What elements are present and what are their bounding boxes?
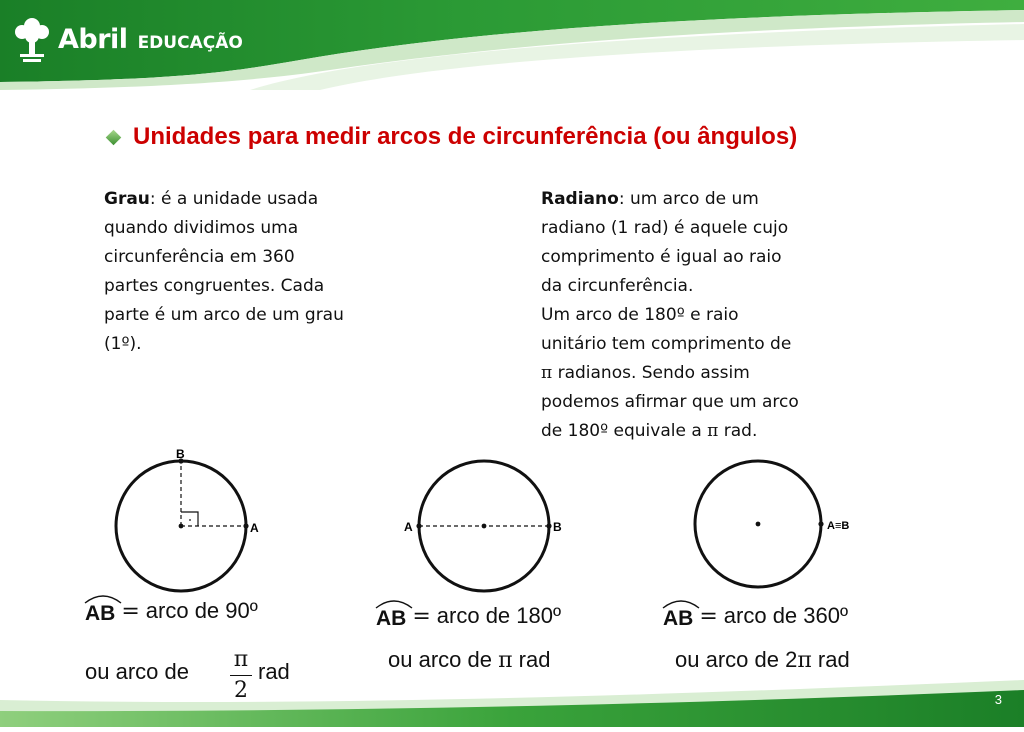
equation-90: AB = arco de 90º	[85, 596, 258, 626]
right-angle-mark	[181, 512, 198, 526]
radiano-line-3: comprimento é igual ao raio	[541, 247, 782, 267]
equation-360-text: arco de 360º	[723, 603, 849, 628]
grau-paragraph	[104, 185, 424, 359]
point-a	[416, 523, 421, 528]
header-band	[0, 0, 1024, 90]
circle-figure-360	[680, 452, 880, 602]
arc-ab-label: AB	[85, 596, 115, 626]
diamond-bullet-icon	[106, 129, 122, 145]
label-b: B	[553, 520, 562, 534]
grau-line-6: (1º).	[104, 334, 142, 354]
brand-sub: EDUCAÇÃO	[137, 32, 243, 53]
equation-90-text: arco de 90º	[145, 598, 258, 623]
fraction-numerator: π	[233, 647, 249, 672]
label-a: A	[250, 521, 259, 535]
center-point	[756, 522, 761, 527]
radiano-paragraph	[541, 185, 881, 446]
arc-overline-icon	[374, 597, 414, 609]
equation-180: AB = arco de 180º	[376, 601, 561, 631]
tree-icon	[12, 14, 52, 64]
radian-360-line: ou arco de 2π rad	[675, 647, 850, 673]
point-b	[546, 523, 551, 528]
pi-symbol: π	[707, 421, 719, 441]
center-point	[482, 524, 487, 529]
label-a: A	[404, 520, 413, 534]
radiano-line-1: : um arco de um	[618, 189, 759, 209]
label-ab: A≡B	[827, 520, 850, 532]
grau-line-4: partes congruentes. Cada	[104, 276, 325, 296]
point-a	[243, 523, 248, 528]
arc-overline-icon	[661, 597, 701, 609]
radiano-line-7: π radianos. Sendo assim	[541, 363, 750, 383]
grau-line-1: : é a unidade usada	[149, 189, 319, 209]
radiano-line-8: podemos afirmar que um arco	[541, 392, 799, 412]
equation-360: AB = arco de 360º	[663, 601, 848, 631]
slide-title: Unidades para medir arcos de circunferência (ou ângulos)	[133, 123, 798, 150]
radiano-line-6: unitário tem comprimento de	[541, 334, 792, 354]
grau-line-3: circunferência em 360	[104, 247, 295, 267]
abril-logo	[12, 14, 243, 64]
arc-overline-icon	[83, 592, 123, 604]
fraction-denominator: 2	[234, 678, 248, 703]
equation-180-text: arco de 180º	[436, 603, 562, 628]
grau-line-5: parte é um arco de um grau	[104, 305, 344, 325]
pi-symbol: π	[541, 363, 553, 383]
radiano-line-4: da circunferência.	[541, 276, 694, 296]
arc-ab-label: AB	[376, 601, 406, 631]
radiano-line-9: de 180º equivale a π rad.	[541, 421, 758, 441]
page-number: 3	[994, 692, 1002, 707]
arc-ab-label: AB	[663, 601, 693, 631]
circle-figure-180	[395, 452, 575, 602]
radian-90-unit: rad	[258, 659, 290, 684]
radiano-line-5: Um arco de 180º e raio	[541, 305, 739, 325]
footer-band	[0, 680, 1024, 727]
pi-symbol: π	[498, 648, 513, 673]
pi-symbol: π	[797, 648, 812, 673]
angle-dot	[189, 519, 191, 521]
radiano-line-2: radiano (1 rad) é aquele cujo	[541, 218, 789, 238]
radiano-term: Radiano	[541, 189, 619, 209]
circle-figure-90	[100, 440, 280, 600]
fraction-bar	[230, 675, 252, 676]
grau-line-2: quando dividimos uma	[104, 218, 299, 238]
footer-background	[0, 680, 1024, 727]
point-ab	[818, 521, 823, 526]
slide-title-row	[100, 123, 797, 151]
grau-term: Grau	[104, 189, 150, 209]
center-point	[179, 524, 184, 529]
radian-180-line: ou arco de π rad	[388, 647, 551, 673]
radian-90-prefix: ou arco de	[85, 659, 189, 684]
brand-name: Abril	[58, 23, 128, 55]
label-b: B	[176, 447, 185, 461]
